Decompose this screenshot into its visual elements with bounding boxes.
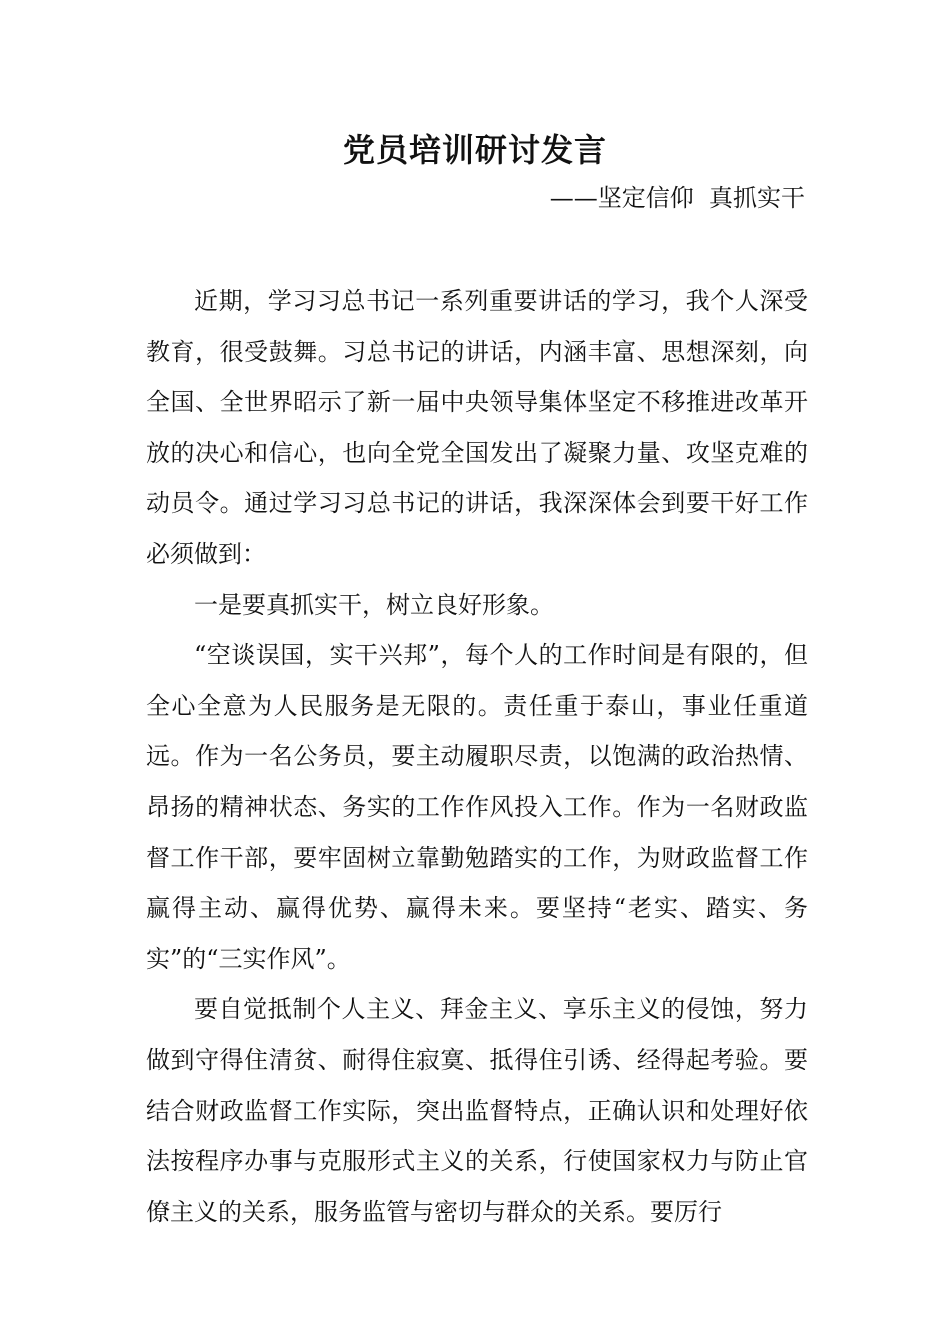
paragraph-point-one-heading: 一是要真抓实干，树立良好形象。 [194,590,554,619]
paragraph-practical-work: “空谈误国，实干兴邦”，每个人的工作时间是有限的，但全心全意为人民服务是无限的。责任重于泰山，事业任重道远。作为一名公务员，要主动履职尽责，以饱满的政治热情、昂扬的精神状态、务实的工作作风投入工作。作为一名财政监督工作干部，要牢固树立靠勤勉踏实的工作，为财政监督工作赢得主动、赢得优势、赢得未来。要坚持“老实、踏实、务实”的“三实作风”。 [146,641,808,973]
document-subtitle: ——坚定信仰 真抓实干 [549,184,805,212]
paragraph-resist-corruption: 要自觉抵制个人主义、拜金主义、享乐主义的侵蚀，努力做到守得住清贫、耐得住寂寞、抵得住引诱、经得起考验。要结合财政监督工作实际，突出监督特点，正确认识和处理好依法按程序办事与克服形式主义的关系，行使国家权力与防止官僚主义的关系，服务监管与密切与群众的关系。要厉行 [146,995,808,1226]
document-title: 党员培训研讨发言 [342,131,607,169]
paragraph-intro: 近期，学习习总书记一系列重要讲话的学习，我个人深受教育，很受鼓舞。习总书记的讲话，内涵丰富、思想深刻，向全国、全世界昭示了新一届中央领导集体坚定不移推进改革开放的决心和信心，也向全党全国发出了凝聚力量、攻坚克难的动员令。通过学习习总书记的讲话，我深深体会到要干好工作必须做到： [146,287,808,568]
document-body [146,276,808,1237]
